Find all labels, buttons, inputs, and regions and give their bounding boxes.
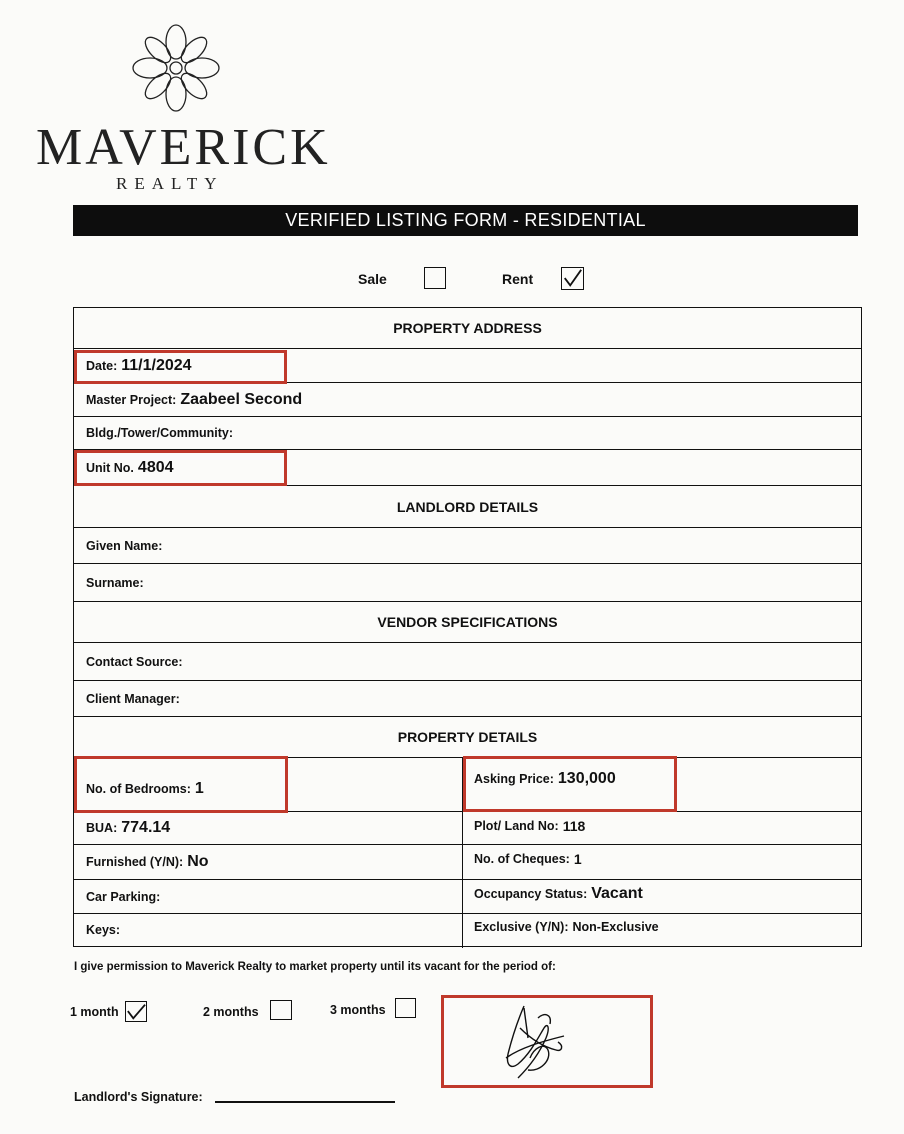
client-manager-label: Client Manager: [86, 691, 180, 706]
logo-subtitle: REALTY [116, 174, 224, 193]
option-3-months-checkbox[interactable] [395, 998, 416, 1018]
rent-label: Rent [502, 271, 534, 287]
asking-price-value: 130,000 [557, 770, 616, 787]
option-1-month-label: 1 month [70, 1005, 119, 1019]
master-project-field[interactable] [74, 382, 861, 416]
bedrooms-highlight-box [74, 756, 288, 813]
asking-price-highlight-box [463, 756, 677, 812]
contact-source-field[interactable] [74, 642, 861, 680]
master-project-value: Zaabeel Second [180, 390, 303, 408]
details-row-2 [74, 811, 861, 844]
cheques-label: No. of Cheques: [474, 852, 570, 866]
car-parking-label: Car Parking: [86, 889, 161, 904]
rent-checkbox[interactable] [561, 267, 584, 290]
exclusive-value: Non-Exclusive [572, 920, 659, 934]
signature-highlight-box [441, 995, 653, 1088]
handwritten-signature [444, 998, 650, 1085]
signature-label: Landlord's Signature: [74, 1090, 203, 1104]
furnished-label: Furnished (Y/N): [86, 855, 184, 869]
unit-highlight-box [74, 450, 287, 486]
keys-label: Keys: [86, 923, 121, 937]
option-3-months-label: 3 months [330, 1003, 386, 1017]
listing-form-table [73, 307, 862, 947]
form-title-banner: VERIFIED LISTING FORM - RESIDENTIAL [73, 205, 858, 236]
surname-field[interactable] [74, 563, 861, 601]
occupancy-field[interactable] [474, 885, 643, 903]
plot-label: Plot/ Land No: [474, 819, 559, 833]
logo-emblem-icon [128, 22, 224, 114]
section-vendor-specifications: VENDOR SPECIFICATIONS [74, 601, 861, 642]
section-property-address: PROPERTY ADDRESS [393, 320, 542, 336]
plot-field[interactable] [474, 818, 585, 834]
option-1-month-checkbox[interactable] [125, 1001, 147, 1022]
bua-label: BUA: [86, 821, 118, 835]
checkmark-icon [126, 1002, 146, 1021]
master-project-label: Master Project: [86, 392, 177, 407]
building-label: Bldg./Tower/Community: [86, 426, 233, 440]
given-name-label: Given Name: [86, 538, 163, 553]
signature-line[interactable] [215, 1101, 395, 1103]
surname-label: Surname: [86, 575, 144, 590]
section-landlord-details: LANDLORD DETAILS [74, 485, 861, 527]
occupancy-value: Vacant [591, 885, 643, 902]
logo-name: MAVERICK [36, 119, 331, 176]
option-2-months-checkbox[interactable] [270, 1000, 292, 1020]
exclusive-field[interactable] [474, 920, 659, 934]
occupancy-label: Occupancy Status: [474, 887, 588, 901]
option-2-months-label: 2 months [203, 1005, 259, 1019]
given-name-field[interactable] [74, 527, 861, 563]
bua-value[interactable]: 774.14 [121, 819, 171, 836]
client-manager-field[interactable] [74, 680, 861, 716]
cheques-value: 1 [573, 851, 582, 867]
exclusive-label: Exclusive (Y/N): [474, 920, 569, 934]
asking-price-label: Asking Price: [474, 772, 554, 786]
contact-source-label: Contact Source: [86, 654, 183, 669]
plot-value: 118 [562, 818, 586, 834]
details-row-4 [74, 879, 861, 913]
cheques-field[interactable] [474, 851, 582, 867]
details-row-5 [74, 913, 861, 946]
unit-label: Unit No. [86, 460, 134, 475]
bedrooms-value[interactable]: 1 [194, 779, 204, 797]
date-highlight-box [74, 350, 287, 384]
unit-value: 4804 [137, 458, 174, 476]
date-value: 11/1/2024 [121, 356, 192, 374]
sale-checkbox[interactable] [424, 267, 446, 289]
bedrooms-label: No. of Bedrooms: [86, 781, 191, 796]
sale-label: Sale [358, 271, 387, 287]
building-field[interactable] [74, 416, 861, 449]
date-label: Date: [86, 358, 118, 373]
section-property-details: PROPERTY DETAILS [74, 716, 861, 757]
permission-text: I give permission to Maverick Realty to market property until its vacant for the period of: [74, 961, 556, 973]
furnished-value[interactable]: No [187, 853, 209, 870]
checkmark-icon [562, 268, 583, 289]
details-row-3 [74, 844, 861, 879]
